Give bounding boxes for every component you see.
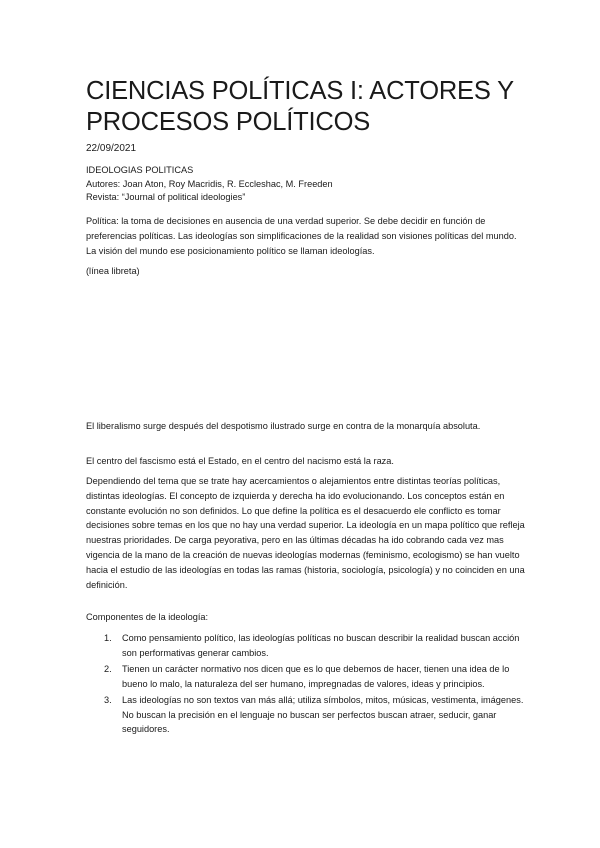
paragraph-politica: Política: la toma de decisiones en ausencia de una verdad superior. Se debe decidir en función de preferencias políticas. Las ideologías son simplificaciones de la realidad son visiones políticas del mundo. La visión del mundo ese posicionamiento político se llaman ideologías. [86, 216, 517, 256]
paragraph-ideologia: Dependiendo del tema que se trate hay acercamientos o alejamientos entre distintas teorías políticas, distintas ideologías. El concepto de izquierda y derecha ha ido evolucionando. Los conceptos están en constante evolución no son definidos. Lo que define la política es el desacuerdo ele conflicto es tomar decisiones sobre temas en los que no hay una verdad superior. La ideología en un mapa político que refleja nuestras prioridades. De carga peyorativa, pero en las últimas décadas ha ido cobrando cada vez mas vigencia de la mano de la creación de nuevas ideologías modernas (feminismo, ecologismo) se han vuelto hacia el estudio de las ideologías en todas las ramas (historia, sociología, psicología) y no coinciden en una definición. [86, 476, 525, 590]
paragraph-fascismo: El centro del fascismo está el Estado, en el centro del nacismo está la raza. [86, 456, 394, 466]
topic-heading: IDEOLOGIAS POLITICAS [86, 165, 194, 175]
journal-line: Revista: “Journal of political ideologies” [86, 192, 246, 202]
document-date: 22/09/2021 [86, 143, 137, 154]
components-list [86, 631, 526, 739]
list-item-number: 1. [104, 633, 112, 643]
list-item [86, 631, 526, 660]
paragraph-componentes: Componentes de la ideología: [86, 612, 209, 622]
list-item-text: Tienen un carácter normativo nos dicen que es lo que debemos de hacer, tienen una idea de lo bueno lo malo, la naturaleza del ser humano, impregnadas de valores, ideas y principios. [122, 664, 510, 689]
paragraph-note: (línea libreta) [86, 266, 140, 276]
list-item-number: 3. [104, 695, 112, 705]
paragraph-liberalismo: El liberalismo surge después del despotismo ilustrado surge en contra de la monarquía absoluta. [86, 421, 481, 431]
list-item [86, 693, 526, 737]
authors-line: Autores: Joan Aton, Roy Macridis, R. Eccleshac, M. Freeden [86, 178, 333, 189]
list-item-number: 2. [104, 664, 112, 674]
list-item [86, 662, 526, 691]
list-item-text: Como pensamiento político, las ideologías políticas no buscan describir la realidad buscan acción son performativas generar cambios. [122, 633, 520, 658]
document-metadata [86, 164, 333, 205]
list-item-text: Las ideologías no son textos van más allá; utiliza símbolos, mitos, músicas, vestimenta, imágenes. No buscan la precisión en el lenguaje no buscan ser perfectos buscan atraer, seducir, ganar seguidores. [122, 695, 524, 734]
document-title: CIENCIAS POLÍTICAS I: ACTORES Y PROCESOS POLÍTICOS [86, 77, 514, 136]
